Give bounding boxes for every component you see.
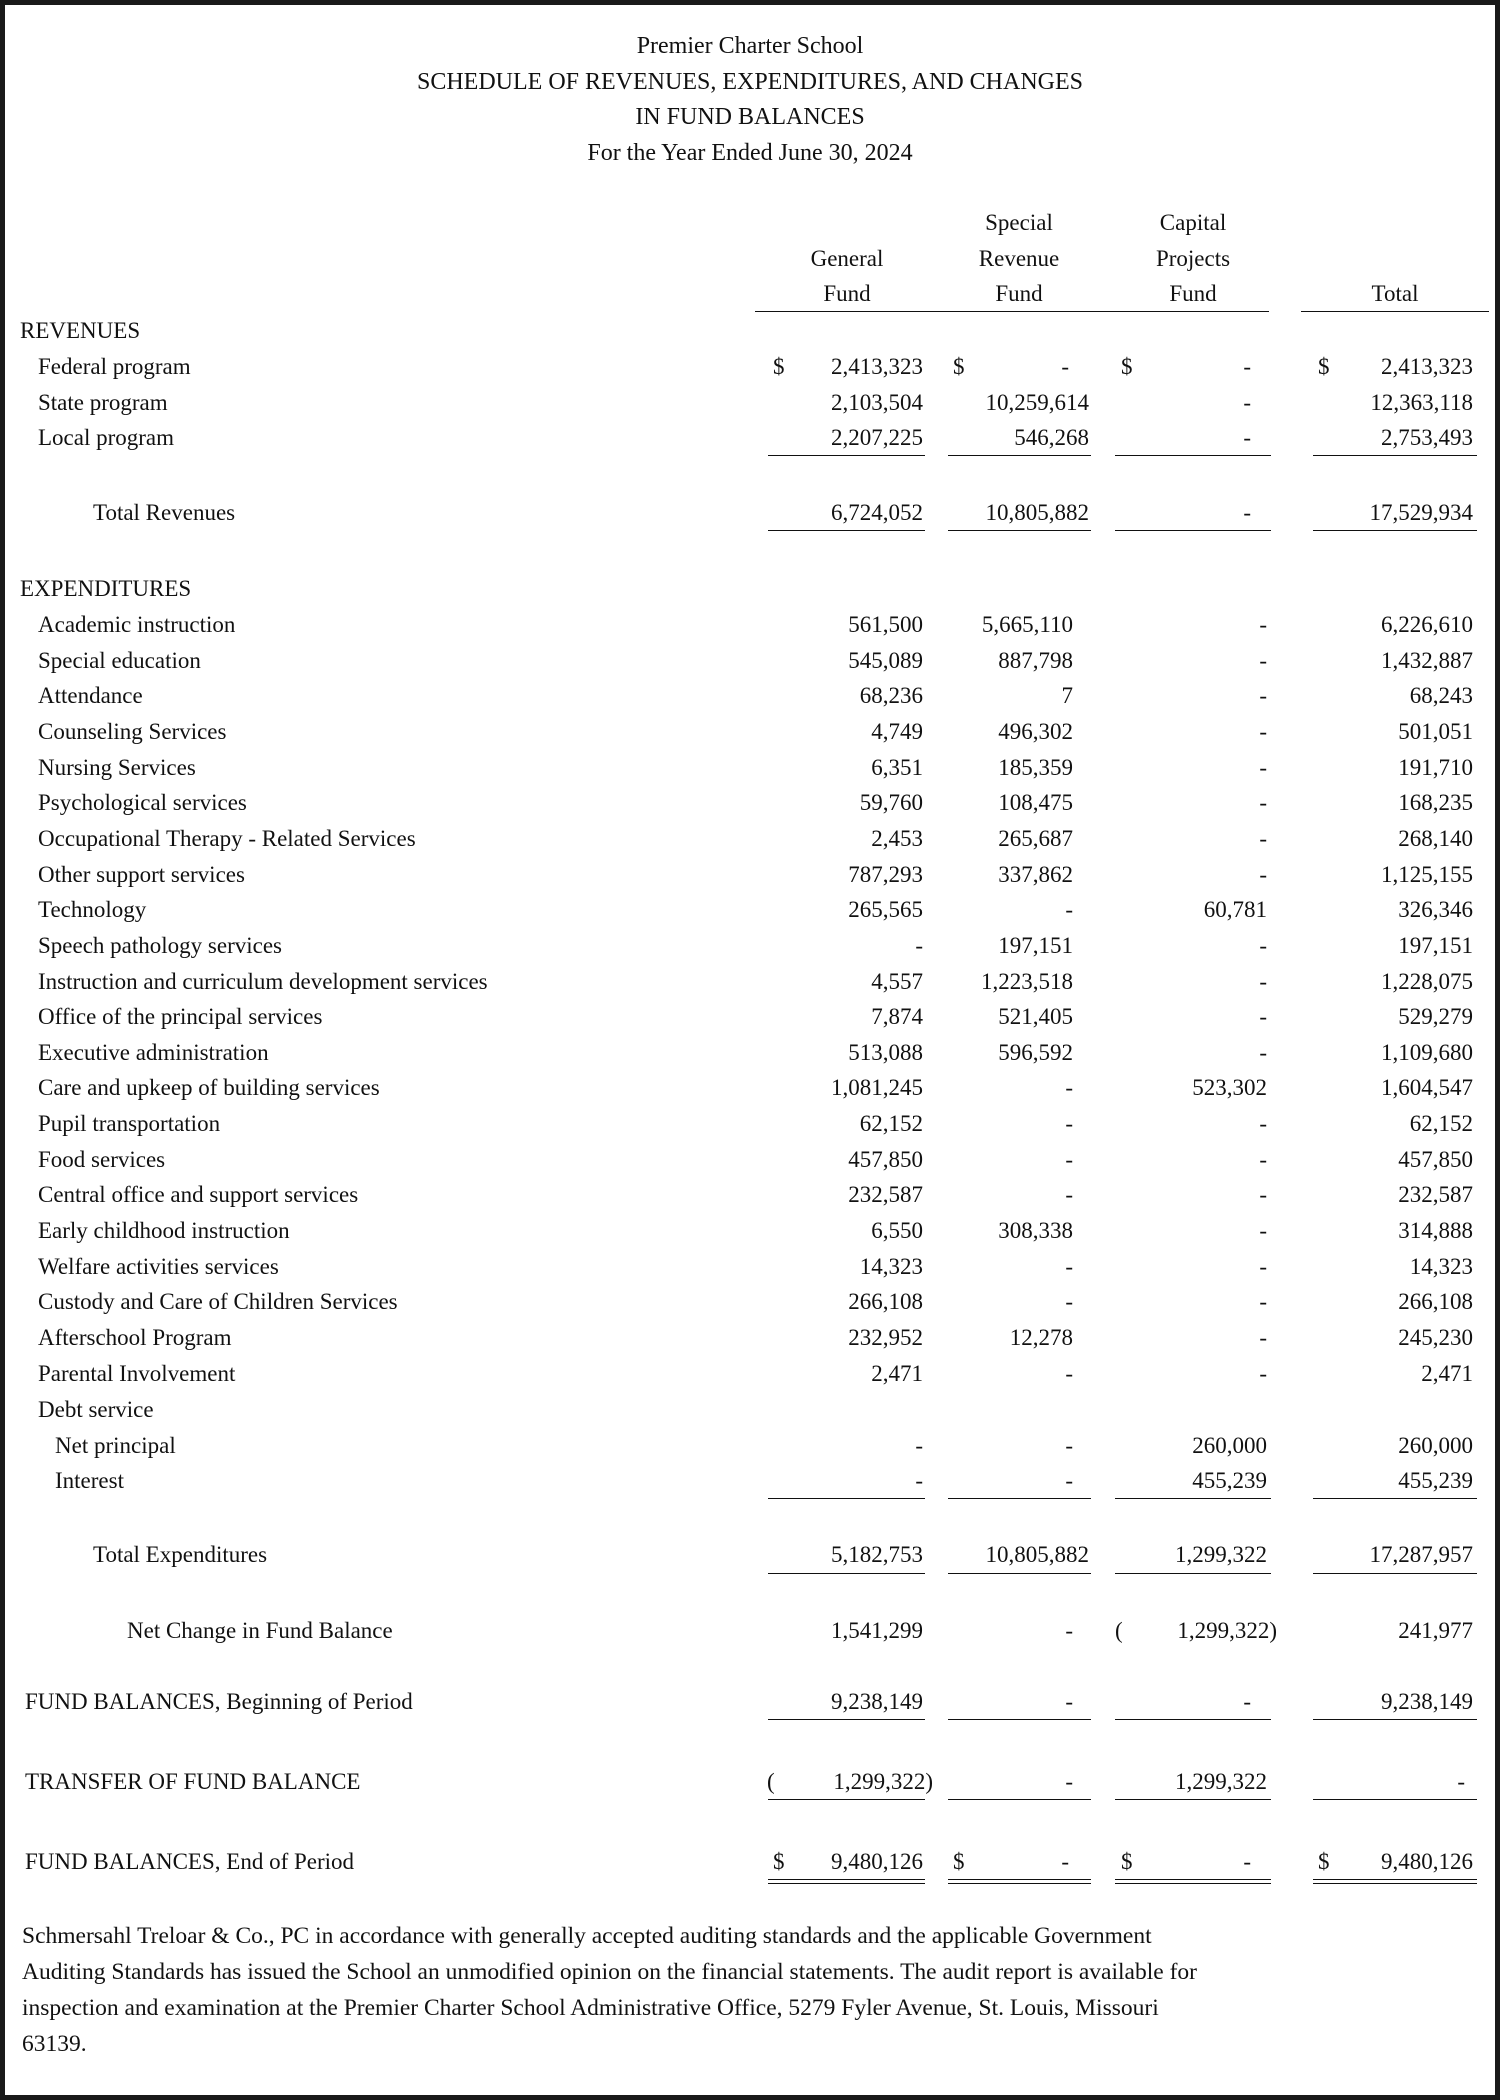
cell-total: 529,279 — [1398, 1004, 1473, 1030]
cell-total: 2,471 — [1421, 1360, 1473, 1386]
dollar-sign: $ — [1121, 1849, 1133, 1874]
subtotal-rule — [1115, 455, 1271, 456]
cell-special: 887,798 — [998, 647, 1073, 673]
audit-note-paragraph: Schmersahl Treloar & Co., PC in accordance with generally accepted auditing standards and the applicable Government Auditing Standards has issued the School an unmodified opinion on the financial statements. The audit report is available for inspection and examination at the Premier Charter School Administrative Office, 5279 Fyler Avenue, St. Louis, Missouri 63139. — [22, 1923, 1197, 2057]
cell-general: 232,952 — [848, 1325, 923, 1350]
cell-total: 260,000 — [1398, 1433, 1473, 1458]
total-rule — [948, 1573, 1091, 1574]
cell-general: 59,760 — [859, 790, 923, 816]
cell-special: 337,862 — [998, 861, 1073, 887]
cell-special: $ - — [945, 1847, 1071, 1877]
subtotal-rule — [948, 1498, 1091, 1499]
cell-special: - — [1065, 1182, 1073, 1208]
cell-general: 4,557 — [871, 968, 923, 994]
grand-total-double-rule — [1115, 1879, 1271, 1884]
row-label: Parental Involvement — [38, 1360, 236, 1386]
row-label: Afterschool Program — [38, 1325, 232, 1350]
cell-capital: 60,781 — [1203, 897, 1267, 923]
row-label: Special education — [38, 647, 201, 673]
column-header-underline-funds — [755, 311, 1269, 312]
cell-total: 197,151 — [1398, 932, 1473, 958]
table-row — [5, 610, 1500, 640]
section-heading-revenues: REVENUES — [20, 318, 141, 343]
cell-general: 6,724,052 — [831, 500, 923, 525]
cell-general: 1,541,299 — [831, 1618, 923, 1643]
row-label: Custody and Care of Children Services — [38, 1289, 398, 1315]
cell-capital: 523,302 — [1192, 1075, 1267, 1101]
table-row — [5, 681, 1500, 711]
table-row — [5, 860, 1500, 890]
cell-capital: - — [1259, 1146, 1267, 1172]
cell-general: 513,088 — [848, 1039, 923, 1065]
cell-general: 5,182,753 — [831, 1542, 923, 1567]
table-row — [5, 895, 1500, 925]
row-label: Federal program — [38, 354, 191, 379]
table-row — [5, 788, 1500, 818]
cell-special: - — [1065, 1618, 1073, 1643]
cell-general: - — [915, 932, 923, 958]
cell-capital: - — [1259, 647, 1267, 673]
cell-general: 14,323 — [859, 1253, 923, 1279]
cell-total: - — [1457, 1769, 1465, 1794]
table-row — [5, 423, 1500, 453]
row-label: Care and upkeep of building services — [38, 1075, 380, 1101]
cell-total: 501,051 — [1398, 718, 1473, 744]
column-header-capital-projects-fund: Capital Projects Fund — [1155, 210, 1231, 306]
cell-special: 546,268 — [1014, 425, 1089, 450]
cell-general: 2,207,225 — [831, 425, 923, 450]
table-row — [5, 1073, 1500, 1103]
dollar-sign: $ — [773, 354, 785, 379]
cell-total: 14,323 — [1409, 1253, 1473, 1279]
cell-total: 457,850 — [1398, 1146, 1473, 1172]
cell-special: - — [1065, 897, 1073, 923]
cell-special: 10,259,614 — [985, 390, 1089, 415]
cell-special: - — [1065, 1433, 1073, 1458]
row-label: Net principal — [55, 1433, 176, 1458]
table-row-fund-balance-end — [5, 1847, 1500, 1877]
cell-general: 266,108 — [848, 1289, 923, 1315]
subtotal-rule — [1313, 1799, 1477, 1800]
cell-general: 7,874 — [871, 1004, 923, 1030]
open-paren: ( — [1115, 1618, 1123, 1643]
cell-special: 10,805,882 — [985, 500, 1089, 525]
cell-capital: - — [1259, 683, 1267, 709]
cell-total: 266,108 — [1398, 1289, 1473, 1315]
table-row — [5, 1287, 1500, 1317]
cell-general: 561,500 — [848, 612, 923, 637]
cell-general: 2,103,504 — [831, 390, 923, 415]
row-label: Other support services — [38, 861, 245, 887]
subtotal-rule — [948, 455, 1091, 456]
subtotal-rule — [1115, 1719, 1271, 1720]
cell-total: 455,239 — [1398, 1468, 1473, 1493]
row-label: Academic instruction — [38, 612, 236, 637]
subtotal-rule — [1115, 1498, 1271, 1499]
cell-special: 596,592 — [998, 1039, 1073, 1065]
cell-capital: - — [1259, 932, 1267, 958]
cell-total: 326,346 — [1398, 897, 1473, 923]
cell-total: $ 9,480,126 — [1310, 1847, 1475, 1877]
row-label: Central office and support services — [38, 1182, 359, 1208]
cell-capital: - — [1259, 1289, 1267, 1315]
cell-total: 241,977 — [1398, 1618, 1473, 1643]
dollar-sign: $ — [1318, 354, 1330, 379]
cell-special: - — [1065, 1253, 1073, 1279]
cell-general: 457,850 — [848, 1146, 923, 1172]
cell-general: 1,081,245 — [831, 1075, 923, 1101]
table-row-transfer — [5, 1767, 1500, 1797]
cell-capital: $ - — [1113, 352, 1253, 382]
subtotal-rule — [1115, 1799, 1271, 1800]
column-header-special-revenue-fund: Special Revenue Fund — [978, 210, 1060, 306]
row-label: Nursing Services — [38, 754, 196, 780]
cell-special: 5,665,110 — [981, 612, 1073, 637]
grand-total-double-rule — [768, 1879, 925, 1884]
statement-period: For the Year Ended June 30, 2024 — [587, 139, 913, 166]
cell-capital: - — [1259, 1039, 1267, 1065]
cell-total: 9,238,149 — [1381, 1689, 1473, 1714]
cell-total: 17,287,957 — [1369, 1542, 1473, 1567]
cell-special: - — [1065, 1075, 1073, 1101]
row-label: Total Revenues — [93, 500, 236, 525]
cell-capital: - — [1243, 425, 1251, 450]
statement-title-line2: IN FUND BALANCES — [635, 104, 865, 130]
table-row — [5, 1216, 1500, 1246]
cell-capital: - — [1259, 754, 1267, 780]
subtotal-rule — [948, 1799, 1091, 1800]
cell-total: 62,152 — [1409, 1111, 1473, 1137]
cell-total: 6,226,610 — [1381, 612, 1473, 637]
cell-general: ( 1,299,322) — [765, 1767, 925, 1797]
cell-capital: - — [1259, 1253, 1267, 1279]
row-label: Technology — [38, 897, 147, 923]
cell-total: 2,753,493 — [1381, 425, 1473, 450]
cell-total: 12,363,118 — [1370, 390, 1473, 415]
cell-capital: - — [1243, 390, 1251, 415]
table-row — [5, 824, 1500, 854]
row-label: Speech pathology services — [38, 932, 282, 958]
table-row — [5, 1252, 1500, 1282]
cell-capital: - — [1259, 1111, 1267, 1137]
cell-capital: 1,299,322 — [1175, 1769, 1267, 1794]
row-label: Counseling Services — [38, 718, 227, 744]
subtotal-rule — [768, 455, 925, 456]
table-row-net-change — [5, 1616, 1500, 1646]
cell-general: 787,293 — [848, 861, 923, 887]
cell-capital: - — [1259, 790, 1267, 816]
column-header-underline-total — [1301, 311, 1489, 312]
table-row — [5, 931, 1500, 961]
total-rule — [768, 530, 925, 531]
cell-capital: - — [1243, 500, 1251, 525]
cell-special: 496,302 — [998, 718, 1073, 744]
cell-capital: - — [1259, 1004, 1267, 1030]
cell-total: 168,235 — [1398, 790, 1473, 816]
cell-general: 6,351 — [871, 754, 923, 780]
table-row — [5, 646, 1500, 676]
cell-capital: 260,000 — [1192, 1433, 1267, 1458]
cell-total: 232,587 — [1398, 1182, 1473, 1208]
cell-special: - — [1065, 1468, 1073, 1493]
cell-general: $ 2,413,323 — [765, 352, 925, 382]
cell-special: - — [1065, 1360, 1073, 1386]
cell-general: 4,749 — [871, 718, 923, 744]
open-paren: ( — [767, 1769, 775, 1794]
cell-general: 232,587 — [848, 1182, 923, 1208]
cell-general: 68,236 — [859, 683, 923, 709]
row-label: Local program — [38, 425, 175, 450]
row-label: Executive administration — [38, 1039, 269, 1065]
cell-special: $ - — [945, 352, 1071, 382]
cell-general: 545,089 — [848, 647, 923, 673]
cell-special: 185,359 — [998, 754, 1073, 780]
total-rule — [1115, 1573, 1271, 1574]
cell-general: 6,550 — [871, 1218, 923, 1244]
cell-special: 197,151 — [998, 932, 1073, 958]
total-rule — [948, 530, 1091, 531]
grand-total-double-rule — [948, 1879, 1091, 1884]
cell-capital: $ - — [1113, 1847, 1253, 1877]
cell-total: 1,432,887 — [1381, 647, 1473, 673]
table-row — [5, 1145, 1500, 1175]
subtotal-rule — [948, 1719, 1091, 1720]
dollar-sign: $ — [953, 354, 965, 379]
cell-general: $ 9,480,126 — [765, 1847, 925, 1877]
row-label: Office of the principal services — [38, 1004, 323, 1030]
cell-special: 10,805,882 — [985, 1542, 1089, 1567]
table-row — [5, 1431, 1500, 1461]
table-row — [5, 388, 1500, 418]
row-heading-debt-service: Debt service — [38, 1397, 154, 1422]
cell-general: - — [915, 1468, 923, 1493]
cell-general: 2,471 — [871, 1360, 923, 1386]
dollar-sign: $ — [773, 1849, 785, 1874]
row-label: Early childhood instruction — [38, 1218, 290, 1244]
cell-capital: 455,239 — [1192, 1468, 1267, 1493]
row-label: Food services — [38, 1146, 166, 1172]
cell-special: - — [1065, 1769, 1073, 1794]
subtotal-rule — [768, 1799, 925, 1800]
row-label: TRANSFER OF FUND BALANCE — [25, 1769, 361, 1794]
cell-capital: - — [1259, 612, 1267, 637]
cell-capital: - — [1259, 1325, 1267, 1350]
grand-total-double-rule — [1313, 1879, 1477, 1884]
cell-total: 68,243 — [1409, 683, 1473, 709]
dollar-sign: $ — [953, 1849, 965, 1874]
cell-capital: ( 1,299,322) — [1113, 1616, 1269, 1646]
cell-capital: - — [1243, 1689, 1251, 1714]
total-rule — [1313, 1573, 1477, 1574]
table-row-total-revenues — [5, 498, 1500, 528]
cell-special: - — [1065, 1146, 1073, 1172]
cell-general: 2,453 — [871, 825, 923, 851]
table-row — [5, 1109, 1500, 1139]
subtotal-rule — [768, 1498, 925, 1499]
table-row — [5, 717, 1500, 747]
cell-capital: 1,299,322 — [1175, 1542, 1267, 1567]
cell-special: - — [1065, 1289, 1073, 1315]
cell-total: 1,604,547 — [1381, 1075, 1473, 1101]
total-rule — [1313, 530, 1477, 531]
cell-total: 268,140 — [1398, 825, 1473, 851]
school-name: Premier Charter School — [636, 33, 864, 59]
total-rule — [1115, 530, 1271, 531]
cell-general: 265,565 — [848, 897, 923, 923]
cell-capital: - — [1259, 1218, 1267, 1244]
cell-total: 245,230 — [1398, 1325, 1473, 1350]
cell-capital: - — [1259, 968, 1267, 994]
table-row — [5, 1466, 1500, 1496]
column-header-total: Total — [1371, 281, 1419, 306]
row-label: Occupational Therapy - Related Services — [38, 825, 416, 851]
row-label: FUND BALANCES, Beginning of Period — [25, 1689, 413, 1714]
cell-general: 62,152 — [859, 1111, 923, 1137]
dollar-sign: $ — [1318, 1849, 1330, 1874]
cell-special: - — [1065, 1111, 1073, 1137]
cell-general: - — [915, 1433, 923, 1458]
cell-special: 12,278 — [1009, 1325, 1073, 1350]
row-label: Psychological services — [38, 790, 247, 816]
cell-special: 108,475 — [998, 790, 1073, 816]
column-header-general-fund: General Fund — [810, 245, 884, 306]
table-row — [5, 352, 1500, 382]
cell-capital: - — [1259, 1360, 1267, 1386]
subtotal-rule — [768, 1719, 925, 1720]
subtotal-rule — [1313, 455, 1477, 456]
cell-total: $ 2,413,323 — [1310, 352, 1475, 382]
row-label: Pupil transportation — [38, 1111, 221, 1137]
row-label: Interest — [55, 1468, 124, 1493]
cell-total: 17,529,934 — [1369, 500, 1473, 525]
cell-capital: - — [1259, 718, 1267, 744]
row-label: Total Expenditures — [93, 1542, 268, 1567]
cell-total: 1,228,075 — [1381, 968, 1473, 994]
statement-title-line1: SCHEDULE OF REVENUES, EXPENDITURES, AND CHANGES — [416, 68, 1084, 95]
cell-total: 314,888 — [1398, 1218, 1473, 1244]
subtotal-rule — [1313, 1498, 1477, 1499]
table-row-fund-balance-beginning — [5, 1687, 1500, 1717]
cell-total: 191,710 — [1398, 754, 1473, 780]
cell-special: 1,223,518 — [981, 968, 1073, 994]
row-label: Welfare activities services — [38, 1253, 279, 1279]
total-rule — [768, 1573, 925, 1574]
section-heading-expenditures: EXPENDITURES — [20, 576, 192, 601]
table-row — [5, 753, 1500, 783]
row-label: Net Change in Fund Balance — [127, 1618, 393, 1643]
dollar-sign: $ — [1121, 354, 1133, 379]
statement-header — [5, 29, 1495, 171]
cell-special: 7 — [1061, 683, 1073, 709]
table-row — [5, 1180, 1500, 1210]
table-row — [5, 1002, 1500, 1032]
row-label: Attendance — [38, 683, 143, 709]
row-label: Instruction and curriculum development services — [38, 968, 488, 994]
table-row — [5, 967, 1500, 997]
cell-capital: - — [1259, 1182, 1267, 1208]
cell-general: 9,238,149 — [831, 1689, 923, 1714]
table-row — [5, 1323, 1500, 1353]
table-row — [5, 1359, 1500, 1389]
row-label: FUND BALANCES, End of Period — [25, 1849, 355, 1874]
table-row-total-expenditures — [5, 1540, 1500, 1570]
cell-special: - — [1065, 1689, 1073, 1714]
cell-special: 265,687 — [998, 825, 1073, 851]
row-label: State program — [38, 390, 168, 415]
cell-special: 308,338 — [998, 1218, 1073, 1244]
cell-capital: - — [1259, 861, 1267, 887]
table-row — [5, 1038, 1500, 1068]
subtotal-rule — [1313, 1719, 1477, 1720]
cell-total: 1,109,680 — [1381, 1039, 1473, 1065]
cell-capital: - — [1259, 825, 1267, 851]
cell-special: 521,405 — [998, 1004, 1073, 1030]
cell-total: 1,125,155 — [1381, 861, 1473, 887]
